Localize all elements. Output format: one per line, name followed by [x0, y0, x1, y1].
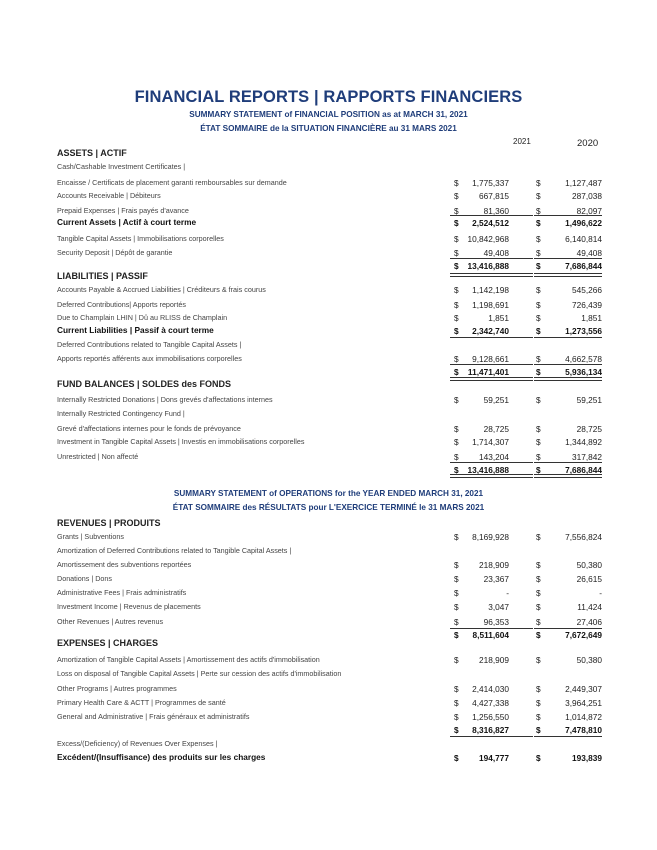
- underline-rule: [534, 462, 602, 463]
- currency-symbol: $: [536, 248, 541, 258]
- currency-symbol: $: [454, 452, 459, 462]
- value-2020: 26,615: [576, 574, 602, 584]
- currency-symbol: $: [454, 354, 459, 364]
- expenses-row: [57, 684, 602, 696]
- currency-symbol: $: [536, 532, 541, 542]
- underline-rule: [534, 258, 602, 259]
- liabilities-row: [57, 313, 602, 325]
- currency-symbol: $: [536, 698, 541, 708]
- currency-symbol: $: [536, 602, 541, 612]
- row-label: Amortization of Tangible Capital Assets | Amortissement des actifs d'immobilisation: [57, 655, 320, 664]
- assets-heading: ASSETS | ACTIF: [57, 148, 127, 158]
- value-2020: 7,478,810: [565, 725, 602, 735]
- currency-symbol: $: [454, 300, 459, 310]
- position-subtitle-en: SUMMARY STATEMENT of FINANCIAL POSITION as at MARCH 31, 2021: [189, 110, 468, 119]
- expenses-row: [57, 669, 602, 681]
- value-2020: 726,439: [572, 300, 602, 310]
- value-2021: 1,851: [488, 313, 509, 323]
- row-label: Encaisse / Certificats de placement garanti remboursables sur demande: [57, 178, 287, 187]
- currency-symbol: $: [454, 437, 459, 447]
- revenues-heading: REVENUES | PRODUITS: [57, 518, 161, 528]
- value-2021: 1,142,198: [472, 285, 509, 295]
- currency-symbol: $: [454, 712, 459, 722]
- currency-symbol: $: [536, 630, 541, 640]
- currency-symbol: $: [454, 218, 459, 228]
- liabilities-row: [57, 300, 602, 312]
- currency-symbol: $: [536, 437, 541, 447]
- currency-symbol: $: [536, 560, 541, 570]
- underline-rule: [450, 215, 533, 216]
- currency-symbol: $: [536, 753, 541, 763]
- value-2021: 8,316,827: [472, 725, 509, 735]
- liabilities-heading: LIABILITIES | PASSIF: [57, 271, 148, 281]
- value-2021: 2,524,512: [472, 218, 509, 228]
- underline-rule: [450, 337, 533, 338]
- double-underline-rule: [450, 474, 533, 478]
- value-2020: 4,662,578: [565, 354, 602, 364]
- value-2020: 6,140,814: [565, 234, 602, 244]
- value-2021: 143,204: [479, 452, 509, 462]
- currency-symbol: $: [454, 725, 459, 735]
- currency-symbol: $: [454, 313, 459, 323]
- value-2020: 59,251: [576, 395, 602, 405]
- currency-symbol: $: [536, 725, 541, 735]
- currency-symbol: $: [454, 630, 459, 640]
- currency-symbol: $: [454, 602, 459, 612]
- currency-symbol: $: [454, 206, 459, 216]
- row-label: Amortization of Deferred Contributions related to Tangible Capital Assets |: [57, 546, 292, 555]
- assets-row: [57, 234, 602, 246]
- row-label: Accounts Payable & Accrued Liabilities | Créditeurs & frais courus: [57, 285, 266, 294]
- row-label: Deferred Contributions| Apports reportés: [57, 300, 186, 309]
- row-label: Tangible Capital Assets | Immobilisations corporelles: [57, 234, 224, 243]
- underline-rule: [450, 364, 533, 365]
- value-2021: 49,408: [483, 248, 509, 258]
- value-2020: 1,014,872: [565, 712, 602, 722]
- currency-symbol: $: [454, 395, 459, 405]
- row-label: Prepaid Expenses | Frais payés d'avance: [57, 206, 189, 215]
- row-label: Other Revenues | Autres revenus: [57, 617, 164, 626]
- value-2021: 9,128,661: [472, 354, 509, 364]
- value-2020: 82,097: [576, 206, 602, 216]
- value-2021: 11,471,401: [467, 367, 509, 377]
- currency-symbol: $: [454, 684, 459, 694]
- value-2021: 28,725: [483, 424, 509, 434]
- value-2021: 1,198,691: [472, 300, 509, 310]
- value-2020: 1,127,487: [565, 178, 602, 188]
- value-2021: 8,169,928: [472, 532, 509, 542]
- double-underline-rule: [534, 474, 602, 478]
- currency-symbol: $: [454, 655, 459, 665]
- assets-row: [57, 162, 602, 174]
- row-label: Grants | Subventions: [57, 532, 124, 541]
- row-label: Loss on disposal of Tangible Capital Assets | Perte sur cession des actifs d'immobilisation: [57, 669, 342, 678]
- value-2020: 49,408: [576, 248, 602, 258]
- value-2020: 3,964,251: [565, 698, 602, 708]
- row-label: Apports reportés afférents aux immobilisations corporelles: [57, 354, 242, 363]
- underline-rule: [450, 258, 533, 259]
- currency-symbol: $: [536, 655, 541, 665]
- value-2021: 3,047: [488, 602, 509, 612]
- underline-rule: [450, 462, 533, 463]
- value-2021: 59,251: [483, 395, 509, 405]
- currency-symbol: $: [536, 191, 541, 201]
- currency-symbol: $: [454, 285, 459, 295]
- currency-symbol: $: [536, 395, 541, 405]
- fund-balances-row: [57, 395, 602, 407]
- underline-rule: [534, 736, 602, 737]
- currency-symbol: $: [454, 560, 459, 570]
- row-label: Deferred Contributions related to Tangible Capital Assets |: [57, 340, 242, 349]
- row-label: Unrestricted | Non affecté: [57, 452, 139, 461]
- value-2021: -: [506, 588, 509, 598]
- currency-symbol: $: [536, 326, 541, 336]
- expenses-row: [57, 739, 602, 751]
- row-label: Primary Health Care & ACTT | Programmes de santé: [57, 698, 226, 707]
- currency-symbol: $: [454, 261, 459, 271]
- currency-symbol: $: [454, 234, 459, 244]
- currency-symbol: $: [536, 218, 541, 228]
- currency-symbol: $: [454, 588, 459, 598]
- expenses-row: [57, 753, 602, 765]
- row-label: Grevé d'affectations internes pour le fonds de prévoyance: [57, 424, 241, 433]
- row-label: Investment Income | Revenus de placements: [57, 602, 201, 611]
- currency-symbol: $: [536, 206, 541, 216]
- value-2021: 1,256,550: [472, 712, 509, 722]
- fund-balances-row: [57, 409, 602, 421]
- underline-rule: [450, 628, 533, 629]
- currency-symbol: $: [454, 574, 459, 584]
- value-2021: 81,360: [483, 206, 509, 216]
- value-2020: 5,936,134: [565, 367, 602, 377]
- value-2020: 287,038: [572, 191, 602, 201]
- value-2021: 1,714,307: [472, 437, 509, 447]
- currency-symbol: $: [536, 424, 541, 434]
- row-label: Excess/(Deficiency) of Revenues Over Expenses |: [57, 739, 218, 748]
- currency-symbol: $: [454, 178, 459, 188]
- value-2020: 2,449,307: [565, 684, 602, 694]
- currency-symbol: $: [454, 753, 459, 763]
- expenses-row: [57, 712, 602, 724]
- currency-symbol: $: [454, 191, 459, 201]
- position-subtitle-fr: ÉTAT SOMMAIRE de la SITUATION FINANCIÈRE au 31 MARS 2021: [200, 124, 457, 133]
- value-2020: 11,424: [577, 602, 602, 612]
- row-label: Security Deposit | Dépôt de garantie: [57, 248, 173, 257]
- value-2020: 1,496,622: [565, 218, 602, 228]
- value-2020: 7,556,824: [565, 532, 602, 542]
- currency-symbol: $: [454, 532, 459, 542]
- value-2020: 317,842: [572, 452, 602, 462]
- currency-symbol: $: [536, 234, 541, 244]
- value-2021: 10,842,968: [467, 234, 509, 244]
- currency-symbol: $: [536, 617, 541, 627]
- revenues-row: [57, 602, 602, 614]
- liabilities-row: [57, 340, 602, 352]
- currency-symbol: $: [536, 452, 541, 462]
- value-2020: 1,273,556: [565, 326, 602, 336]
- revenues-row: [57, 588, 602, 600]
- value-2021: 218,909: [479, 655, 509, 665]
- revenues-row: [57, 560, 602, 572]
- row-label: Internally Restricted Donations | Dons grevés d'affectations internes: [57, 395, 273, 404]
- currency-symbol: $: [454, 424, 459, 434]
- assets-row: [57, 191, 602, 203]
- currency-symbol: $: [536, 261, 541, 271]
- row-label: Internally Restricted Contingency Fund |: [57, 409, 185, 418]
- value-2020: 27,406: [576, 617, 602, 627]
- currency-symbol: $: [536, 300, 541, 310]
- value-2021: 13,416,888: [467, 465, 509, 475]
- row-label: General and Administrative | Frais généraux et administratifs: [57, 712, 250, 721]
- row-label: Current Assets | Actif à court terme: [57, 217, 197, 227]
- value-2020: 50,380: [576, 560, 602, 570]
- value-2021: 13,416,888: [467, 261, 509, 271]
- currency-symbol: $: [454, 326, 459, 336]
- value-2020: 1,344,892: [565, 437, 602, 447]
- value-2021: 2,414,030: [472, 684, 509, 694]
- currency-symbol: $: [536, 313, 541, 323]
- value-2021: 23,367: [483, 574, 509, 584]
- row-label: Cash/Cashable Investment Certificates |: [57, 162, 186, 171]
- currency-symbol: $: [536, 178, 541, 188]
- expenses-heading: EXPENSES | CHARGES: [57, 638, 159, 648]
- currency-symbol: $: [536, 712, 541, 722]
- value-2020: -: [599, 588, 602, 598]
- currency-symbol: $: [454, 465, 459, 475]
- value-2020: 1,851: [581, 313, 602, 323]
- currency-symbol: $: [454, 248, 459, 258]
- row-label: Excédent/(Insuffisance) des produits sur les charges: [57, 752, 266, 762]
- value-2020: 50,380: [576, 655, 602, 665]
- value-2021: 4,427,338: [472, 698, 509, 708]
- row-label: Donations | Dons: [57, 574, 113, 583]
- double-underline-rule: [534, 377, 602, 381]
- year-2021-header: 2021: [513, 137, 531, 146]
- currency-symbol: $: [536, 588, 541, 598]
- value-2021: 2,342,740: [472, 326, 509, 336]
- value-2021: 667,815: [479, 191, 509, 201]
- value-2020: 193,839: [572, 753, 602, 763]
- underline-rule: [534, 337, 602, 338]
- underline-rule: [450, 736, 533, 737]
- underline-rule: [534, 364, 602, 365]
- operations-title-en: SUMMARY STATEMENT of OPERATIONS for the YEAR ENDED MARCH 31, 2021: [173, 489, 484, 498]
- value-2020: 545,266: [572, 285, 602, 295]
- currency-symbol: $: [536, 684, 541, 694]
- currency-symbol: $: [454, 367, 459, 377]
- fund-balances-heading: FUND BALANCES | SOLDES des FONDS: [57, 379, 232, 389]
- value-2020: 7,672,649: [565, 630, 602, 640]
- value-2020: 7,686,844: [565, 261, 602, 271]
- revenues-row: [57, 532, 602, 544]
- row-label: Accounts Receivable | Débiteurs: [57, 191, 161, 200]
- value-2021: 1,775,337: [472, 178, 509, 188]
- value-2021: 194,777: [479, 753, 509, 763]
- value-2021: 218,909: [479, 560, 509, 570]
- assets-row: [57, 178, 602, 190]
- assets-row: [57, 218, 602, 230]
- row-label: Investment in Tangible Capital Assets | Investis en immobilisations corporelles: [57, 437, 305, 446]
- currency-symbol: $: [536, 354, 541, 364]
- currency-symbol: $: [536, 574, 541, 584]
- liabilities-row: [57, 285, 602, 297]
- double-underline-rule: [450, 377, 533, 381]
- value-2021: 96,353: [483, 617, 509, 627]
- row-label: Due to Champlain LHIN | Dû au RLISS de Champlain: [57, 313, 228, 322]
- revenues-row: [57, 574, 602, 586]
- fund-balances-row: [57, 424, 602, 436]
- row-label: Amortissement des subventions reportées: [57, 560, 192, 569]
- value-2020: 7,686,844: [565, 465, 602, 475]
- row-label: Administrative Fees | Frais administratifs: [57, 588, 187, 597]
- value-2020: 28,725: [576, 424, 602, 434]
- expenses-row: [57, 698, 602, 710]
- value-2021: 8,511,604: [472, 630, 509, 640]
- underline-rule: [534, 215, 602, 216]
- fund-balances-row: [57, 437, 602, 449]
- row-label: Current Liabilities | Passif à court terme: [57, 325, 214, 335]
- operations-title-fr: ÉTAT SOMMAIRE des RÉSULTATS pour L'EXERCICE TERMINÉ le 31 MARS 2021: [172, 503, 485, 512]
- currency-symbol: $: [536, 285, 541, 295]
- expenses-row: [57, 655, 602, 667]
- underline-rule: [534, 628, 602, 629]
- currency-symbol: $: [536, 465, 541, 475]
- currency-symbol: $: [454, 617, 459, 627]
- double-underline-rule: [450, 273, 533, 277]
- row-label: Other Programs | Autres programmes: [57, 684, 177, 693]
- currency-symbol: $: [536, 367, 541, 377]
- currency-symbol: $: [454, 698, 459, 708]
- double-underline-rule: [534, 273, 602, 277]
- revenues-row: [57, 546, 602, 558]
- page-title: FINANCIAL REPORTS | RAPPORTS FINANCIERS: [134, 88, 523, 106]
- year-2020-header: 2020: [577, 138, 599, 149]
